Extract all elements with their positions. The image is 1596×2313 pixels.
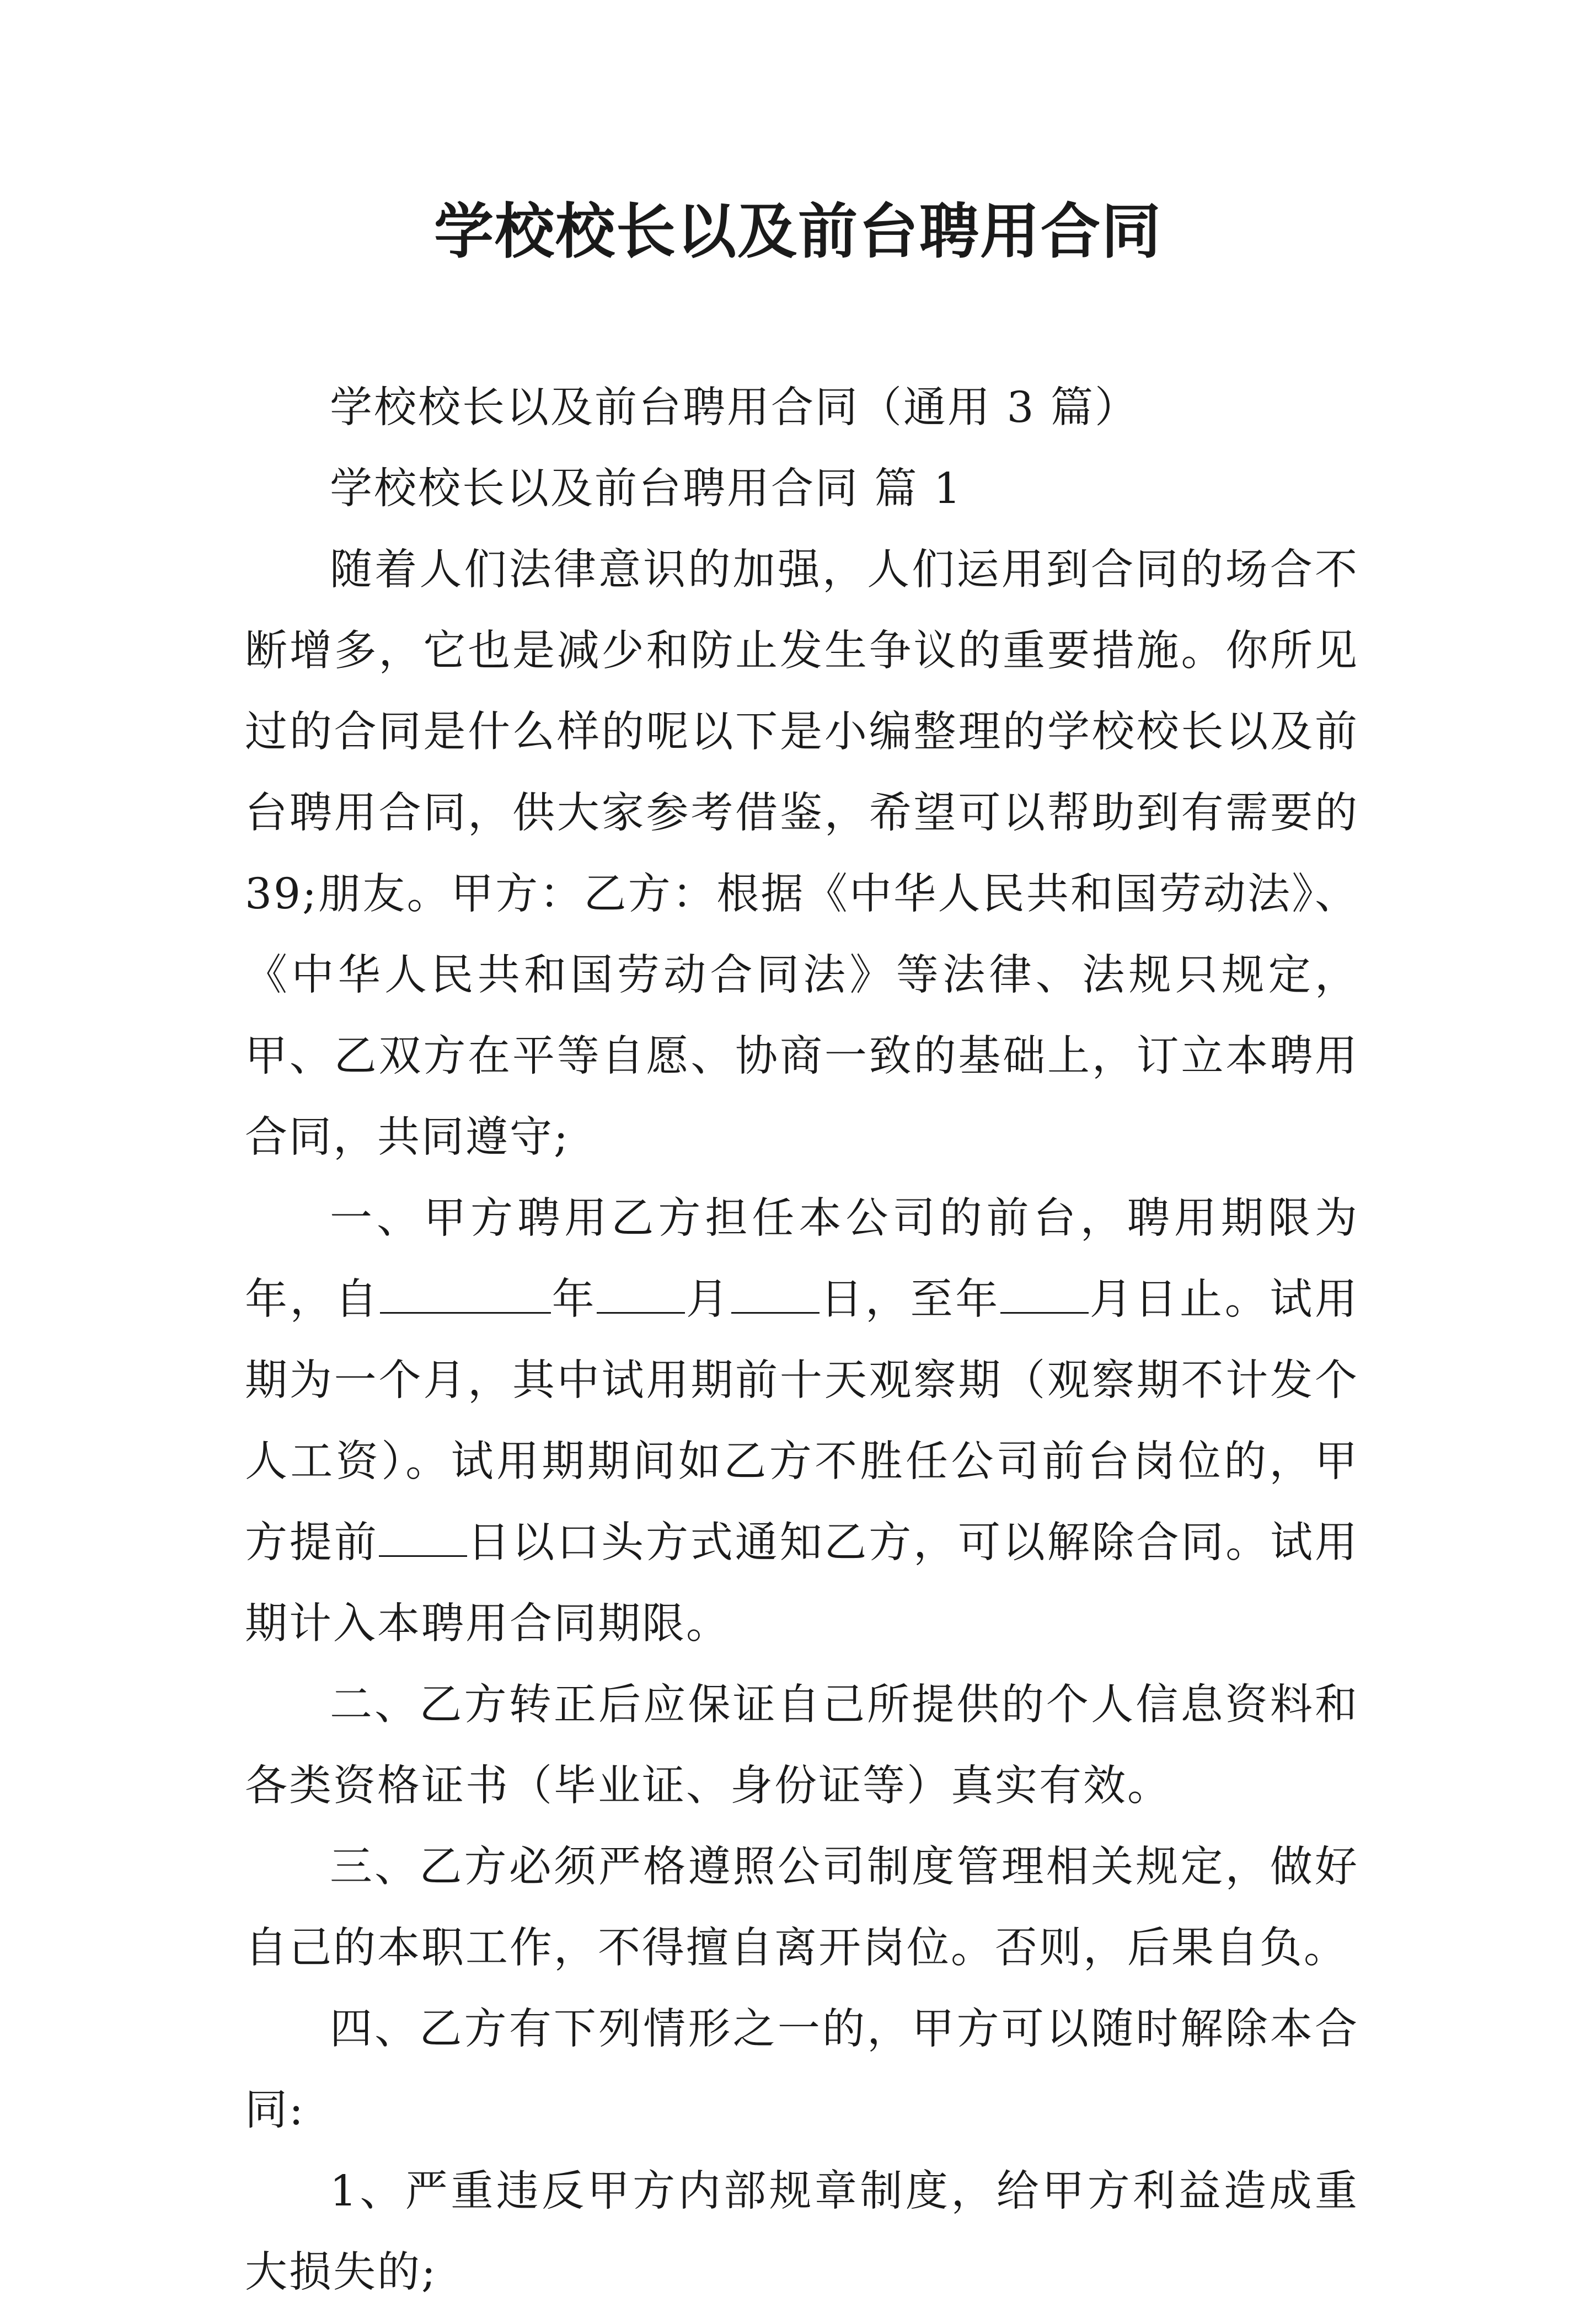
- blank-field: [597, 1272, 685, 1314]
- section-heading: 学校校长以及前台聘用合同 篇 1: [330, 464, 962, 513]
- document-body: [245, 367, 1359, 2313]
- blank-field: [1000, 1272, 1089, 1314]
- clause-1-text-d: 日，至年: [819, 1275, 1001, 1324]
- clause-3-paragraph: 三、乙方必须严格遵照公司制度管理相关规定，做好自己的本职工作，不得擅自离开岗位。否则，后果自负。: [245, 1843, 1359, 1973]
- clause-1-text-c: 月: [685, 1275, 731, 1324]
- document-subtitle: 学校校长以及前台聘用合同（通用 3 篇）: [330, 383, 1139, 432]
- blank-field: [380, 1272, 551, 1314]
- clause-4-paragraph: 四、乙方有下列情形之一的，甲方可以随时解除本合同:: [245, 2005, 1359, 2135]
- clause-1-text-f: 日以口头方式通知乙方，可以解除合同。试用期计入本聘用合同期限。: [245, 1518, 1359, 1648]
- blank-field: [731, 1272, 820, 1314]
- intro-paragraph: 随着人们法律意识的加强，人们运用到合同的场合不断增多，它也是减少和防止发生争议的重要措施。你所见过的合同是什么样的呢以下是小编整理的学校校长以及前台聘用合同，供大家参考借鉴，希望可以帮助到有需要的39;朋友。甲方：乙方：根据《中华人民共和国劳动法》、《中华人民共和国劳动合同法》等法律、法规只规定，甲、乙双方在平等自愿、协商一致的基础上，订立本聘用合同，共同遵守;: [245, 545, 1359, 1162]
- document-title: 学校校长以及前台聘用合同: [433, 197, 1162, 266]
- blank-field: [379, 1515, 467, 1557]
- clause-1-paragraph: [245, 1178, 1359, 1664]
- clause-4-item-1: 1、严重违反甲方内部规章制度，给甲方利益造成重大损失的;: [245, 2167, 1359, 2297]
- clause-1-text-b: 年: [551, 1275, 597, 1324]
- clause-1-text-e: 月日止。试用期为一个月，其中试用期前十天观察期（观察期不计发个人工资）。试用期期间如乙方不胜任公司前台岗位的，甲方提前: [245, 1275, 1359, 1567]
- clause-1-text-a: 一、甲方聘用乙方担任本公司的前台，聘用期限为年，自: [245, 1194, 1359, 1324]
- clause-2-paragraph: 二、乙方转正后应保证自己所提供的个人信息资料和各类资格证书（毕业证、身份证等）真实有效。: [245, 1680, 1359, 1811]
